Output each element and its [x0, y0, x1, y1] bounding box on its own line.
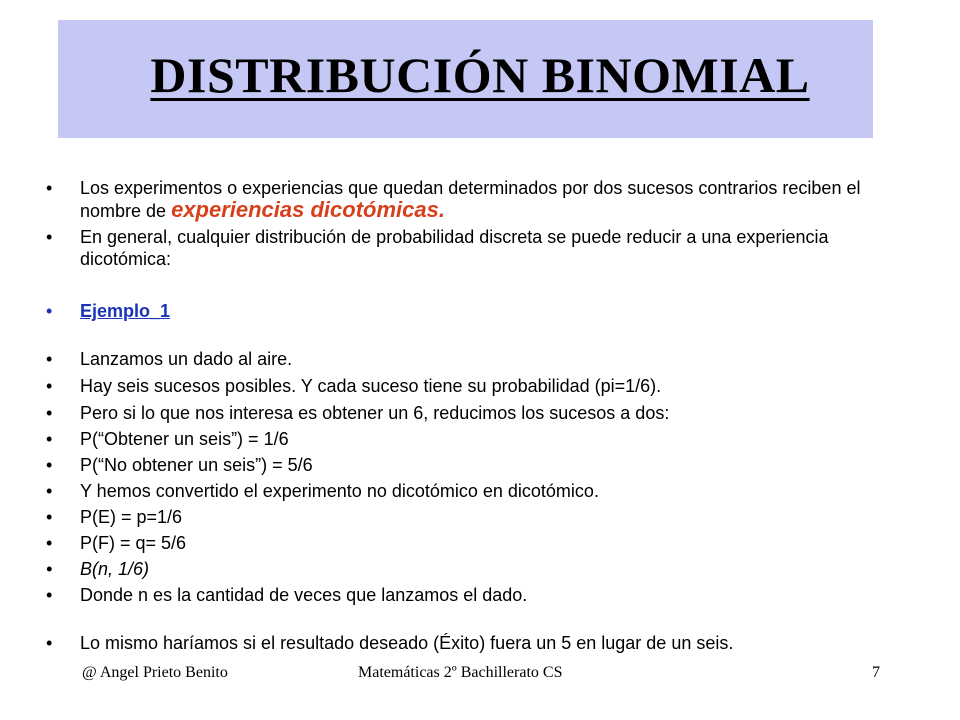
slide-title: DISTRIBUCIÓN BINOMIAL	[150, 47, 810, 103]
bullet-example[interactable]	[80, 300, 900, 322]
dichotomous-emphasis: experiencias dicotómicas.	[171, 197, 445, 222]
bullet-reduce-outcomes: • Pero si lo que nos interesa es obtener un 6, reducimos los sucesos a dos:	[80, 402, 900, 424]
bullet-n-definition: • Donde n es la cantidad de veces que lanzamos el dado.	[80, 584, 900, 606]
footer-course: Matemáticas 2º Bachillerato CS	[358, 664, 563, 681]
bullet-text: Los experimentos o experiencias que quedan determinados por dos sucesos contrarios reciben el nombre de	[80, 178, 861, 221]
bullet-throw-die: • Lanzamos un dado al aire.	[80, 348, 900, 370]
bullet-general: • En general, cualquier distribución de probabilidad discreta se puede reducir a una experiencia dicotómica:	[80, 226, 900, 270]
bullet-same-for-five: • Lo mismo haríamos si el resultado deseado (Éxito) fuera un 5 en lugar de un seis.	[80, 632, 900, 654]
footer-author: @ Angel Prieto Benito	[82, 664, 228, 681]
bullet-six-outcomes: • Hay seis sucesos posibles. Y cada suceso tiene su probabilidad (pi=1/6).	[80, 375, 900, 397]
bullet-binomial: • B(n, 1/6)	[80, 558, 900, 580]
bullet-pe: • P(E) = p=1/6	[80, 506, 900, 528]
bullet-p-not-six: • P(“No obtener un seis”) = 5/6	[80, 454, 900, 476]
bullet-dichotomous-definition	[80, 177, 900, 222]
bullet-pf: • P(F) = q= 5/6	[80, 532, 900, 554]
bullet-p-six: • P(“Obtener un seis”) = 1/6	[80, 428, 900, 450]
example-link[interactable]: Ejemplo_1	[80, 301, 171, 321]
footer-page-number: 7	[872, 664, 880, 681]
bullet-converted: • Y hemos convertido el experimento no dicotómico en dicotómico.	[80, 480, 900, 502]
